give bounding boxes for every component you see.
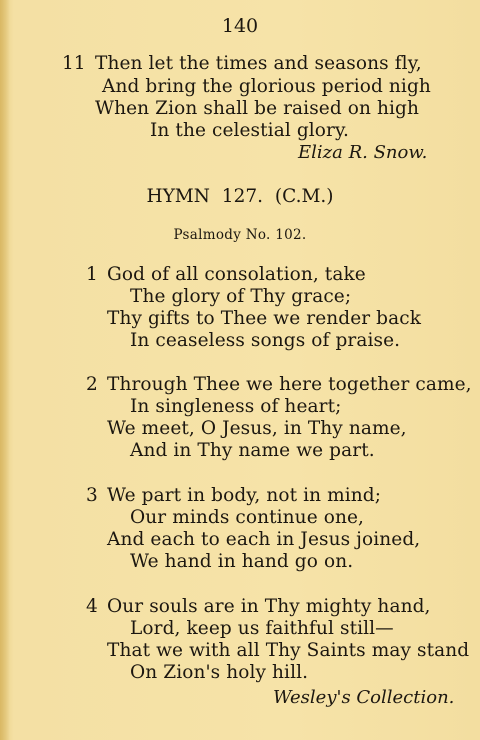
verse-line: Lord, keep us faithful still— [130, 618, 394, 639]
verse-line: And bring the glorious period nigh [102, 76, 431, 97]
verse-line: That we with all Thy Saints may stand [107, 640, 470, 661]
verse-line: The glory of Thy grace; [130, 286, 352, 307]
verse-line: On Zion's holy hill. [130, 662, 309, 683]
verse-line: We hand in hand go on. [130, 551, 354, 572]
verse-line: Then let the times and seasons fly, [95, 53, 422, 74]
source-attribution: Wesley's Collection. [273, 687, 455, 708]
verse-line: Our minds continue one, [130, 507, 365, 528]
verse-line: Our souls are in Thy mighty hand, [107, 596, 431, 617]
author-attribution: Eliza R. Snow. [298, 142, 428, 163]
hymn-title: HYMN 127. (C.M.) [146, 186, 334, 207]
verse-line: We part in body, not in mind; [107, 485, 382, 506]
tune-reference: Psalmody No. 102. [173, 227, 307, 243]
page-edge-shadow [0, 0, 10, 740]
verse-line: In singleness of heart; [130, 396, 342, 417]
verse-line: God of all consolation, take [107, 264, 366, 285]
verse-line: We meet, O Jesus, in Thy name, [107, 418, 407, 439]
verse-line: In the celestial glory. [150, 120, 350, 141]
verse-line: Through Thee we here together came, [107, 374, 472, 395]
verse-number: 3 [86, 485, 98, 506]
verse-line: Thy gifts to Thee we render back [107, 308, 422, 329]
verse-line: And in Thy name we part. [130, 440, 375, 461]
verse-line: In ceaseless songs of praise. [130, 330, 401, 351]
verse-line: When Zion shall be raised on high [95, 98, 419, 119]
verse-number: 2 [86, 374, 98, 395]
page-number: 140 [221, 15, 259, 37]
verse-number: 1 [86, 264, 98, 285]
verse-line: And each to each in Jesus joined, [107, 529, 421, 550]
verse-number: 11 [62, 53, 86, 74]
verse-number: 4 [86, 596, 98, 617]
